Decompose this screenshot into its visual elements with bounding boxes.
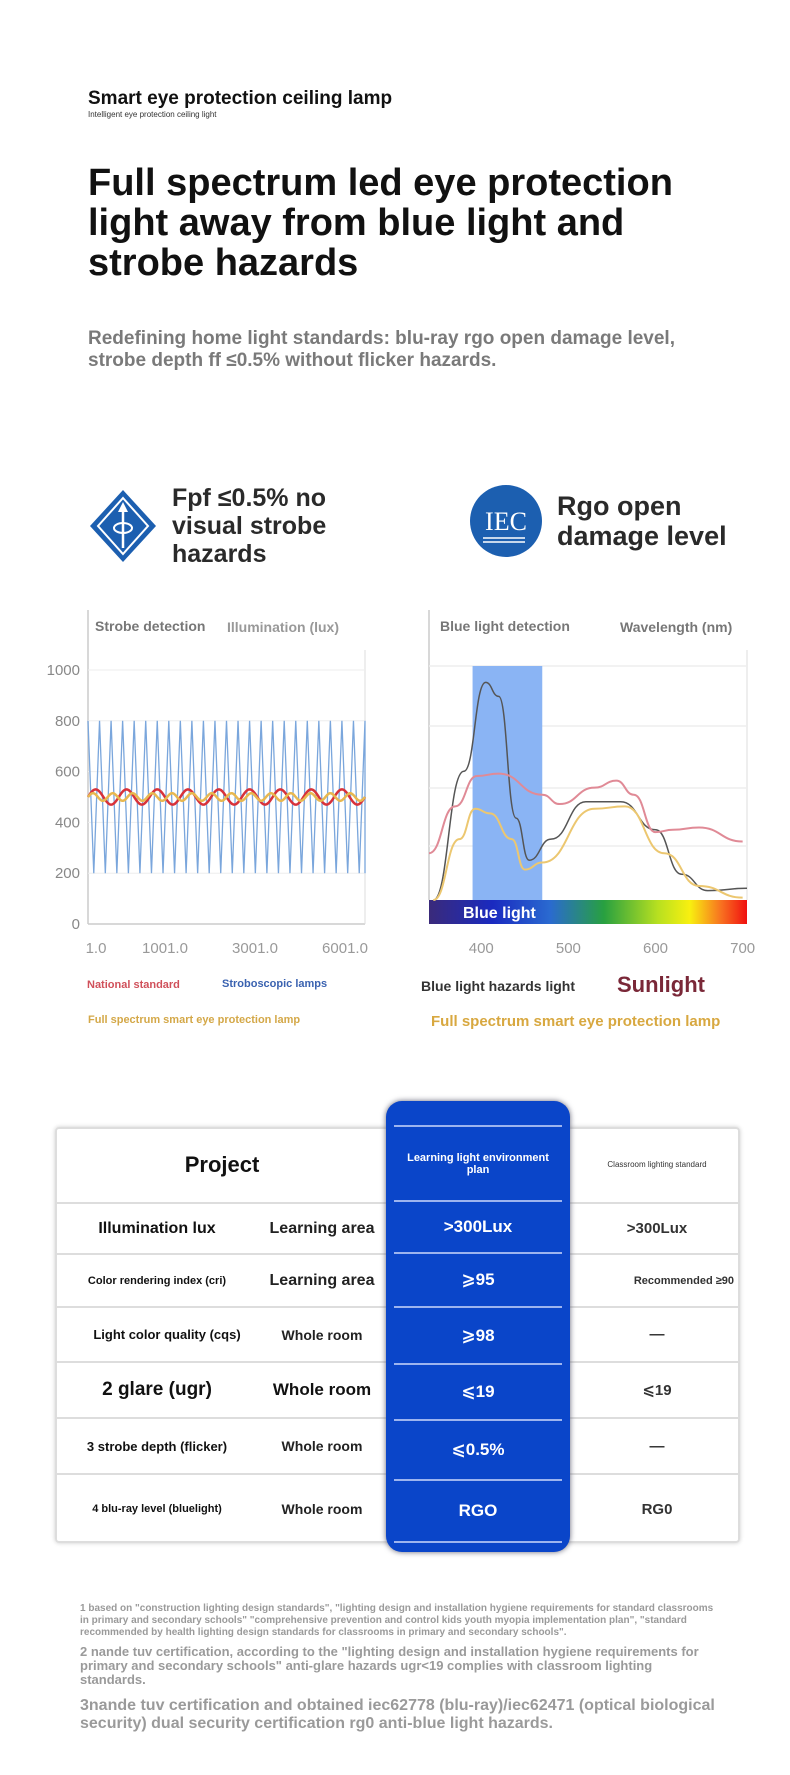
y-tick-label: 400 bbox=[54, 814, 80, 832]
footnote-1: 1 based on "construction lighting design standards", "lighting design and installation hygiene requirements for standard classrooms in primary and secondary schools" "comprehensive prevention and control kids youth myopia implementation plan", "standard recommended by health lighting design standards for classrooms in primary and secondary schools". bbox=[80, 1603, 714, 1638]
y-axis-label: Illumination (lux) bbox=[227, 619, 339, 635]
x-tick-label: 1.0 bbox=[85, 940, 107, 957]
row-standard: ⩽19 bbox=[642, 1382, 672, 1399]
feature-text: Fpf ≤0.5% no visual strobe hazards bbox=[172, 484, 327, 568]
feature-flicker bbox=[88, 484, 402, 568]
footnote-3: 3nande tuv certification and obtained iec62778 (blu-ray)/iec62471 (optical biological security) dual security certification rg0 anti-blue light hazards. bbox=[80, 1697, 715, 1732]
legend-national-standard: National standard bbox=[87, 979, 180, 991]
row-item: Color rendering index (cri) bbox=[87, 1274, 227, 1287]
x-tick-label: 3001.0 bbox=[232, 940, 278, 957]
flicker-cert-icon bbox=[88, 488, 158, 564]
row-standard: — bbox=[649, 1326, 665, 1343]
y-tick-label: 800 bbox=[54, 712, 80, 730]
plan-value: ⩽19 bbox=[461, 1382, 495, 1401]
footnote-2: 2 nande tuv certification, according to the "lighting design and installation hygiene requirements for primary and secondary schools" anti-glare hazards ugr<19 complies with classroom lighting standards. bbox=[80, 1644, 699, 1687]
x-axis-label: Wavelength (nm) bbox=[620, 619, 733, 635]
legend-sunlight: Sunlight bbox=[617, 972, 705, 997]
chart-title: Strobe detection bbox=[95, 618, 206, 634]
chart-title: Blue light detection bbox=[440, 618, 570, 634]
x-tick-label: 500 bbox=[555, 940, 581, 957]
subheadline: Redefining home light standards: blu-ray rgo open damage level, strobe depth ff ≤0.5% without flicker hazards. bbox=[88, 328, 675, 371]
row-area: Learning area bbox=[269, 1219, 375, 1237]
legend-full-spectrum: Full spectrum smart eye protection lamp bbox=[88, 1014, 301, 1026]
plan-value: RGO bbox=[458, 1501, 498, 1520]
series-full-spectrum-smart-eye-protection-lamp bbox=[88, 793, 365, 801]
row-area: Whole room bbox=[281, 1438, 363, 1454]
header-plan: Learning light environment plan bbox=[407, 1151, 549, 1176]
header-standard: Classroom lighting standard bbox=[607, 1160, 707, 1169]
plan-value: ⩽0.5% bbox=[451, 1440, 505, 1459]
y-tick-label: 600 bbox=[54, 763, 80, 781]
strobe-chart bbox=[0, 590, 395, 970]
row-area: Whole room bbox=[281, 1501, 363, 1517]
brand-subtitle: Intelligent eye protection ceiling light bbox=[88, 110, 217, 119]
y-tick-label: 200 bbox=[54, 865, 80, 883]
iec-logo-icon bbox=[469, 484, 543, 558]
x-tick-label: 400 bbox=[468, 940, 494, 957]
row-area: Learning area bbox=[269, 1271, 375, 1289]
legend-full-spectrum: Full spectrum smart eye protection lamp bbox=[431, 1013, 721, 1030]
legend-stroboscopic: Stroboscopic lamps bbox=[222, 978, 328, 990]
plan-value: >300Lux bbox=[443, 1217, 513, 1236]
blue-light-label: Blue light bbox=[463, 905, 536, 922]
highlight-plan-column bbox=[386, 1101, 570, 1552]
row-standard: Recommended ≥90 bbox=[633, 1274, 734, 1287]
x-tick-label: 600 bbox=[643, 940, 669, 957]
x-tick-label: 6001.0 bbox=[322, 940, 368, 957]
x-tick-label: 1001.0 bbox=[142, 940, 188, 957]
row-item: 3 strobe depth (flicker) bbox=[86, 1438, 228, 1454]
row-standard: >300Lux bbox=[626, 1220, 688, 1237]
row-standard: RG0 bbox=[641, 1500, 673, 1518]
row-item: 2 glare (ugr) bbox=[102, 1379, 212, 1400]
row-standard: — bbox=[649, 1437, 665, 1455]
legend-blue-hazard: Blue light hazards light bbox=[421, 978, 576, 994]
y-tick-label: 0 bbox=[71, 916, 80, 933]
blue-light-chart bbox=[395, 590, 790, 970]
brand-title: Smart eye protection ceiling lamp bbox=[88, 88, 393, 109]
row-item: 4 blu-ray level (bluelight) bbox=[92, 1503, 222, 1515]
row-area: Whole room bbox=[281, 1326, 363, 1343]
header-project: Project bbox=[184, 1151, 260, 1177]
plan-value: ⩾98 bbox=[461, 1325, 495, 1345]
blue-light-band bbox=[473, 666, 543, 900]
row-item: Illumination lux bbox=[98, 1219, 216, 1237]
feature-iec bbox=[469, 484, 757, 558]
headline: Full spectrum led eye protection light away from blue light and strobe hazards bbox=[88, 162, 673, 284]
iec-logo-text: IEC bbox=[485, 507, 527, 536]
y-tick-label: 1000 bbox=[46, 662, 80, 679]
plan-value: ⩾95 bbox=[461, 1270, 495, 1289]
row-area: Whole room bbox=[272, 1380, 372, 1399]
feature-text: Rgo open damage level bbox=[557, 491, 727, 551]
x-tick-label: 700 bbox=[730, 940, 756, 957]
row-item: Light color quality (cqs) bbox=[93, 1327, 241, 1342]
